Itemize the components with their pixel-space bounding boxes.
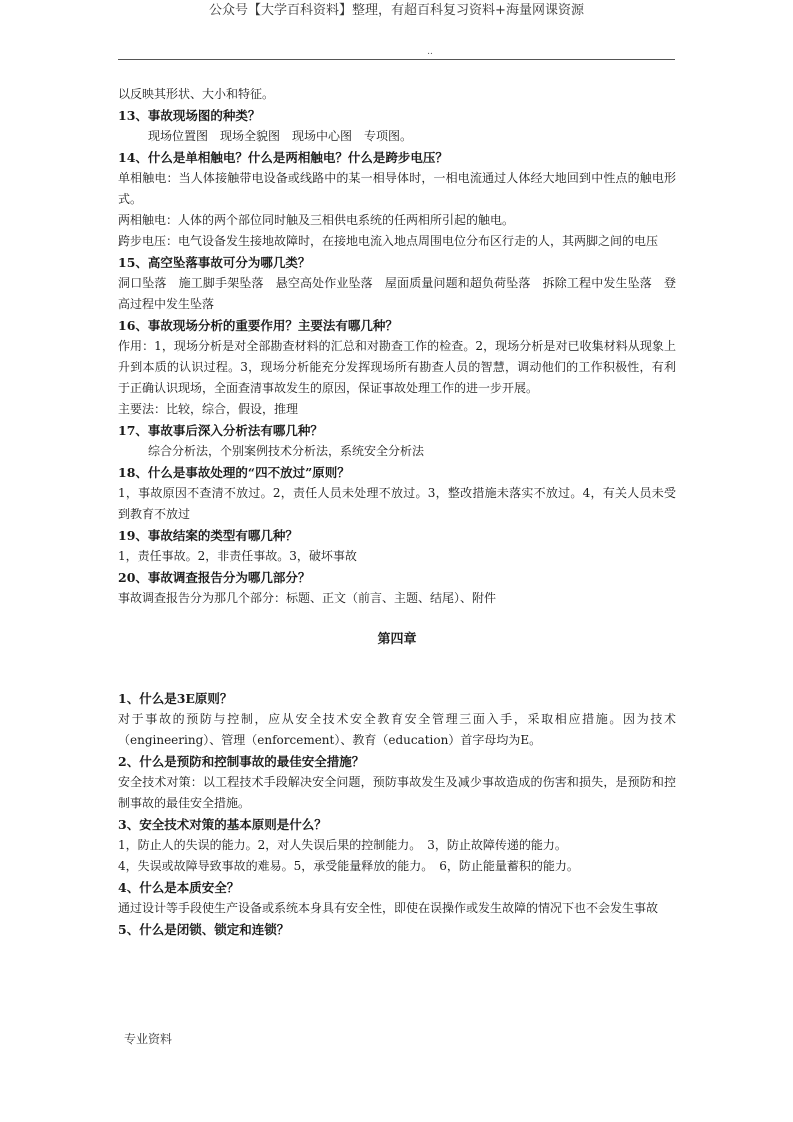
question-heading: 20、事故调查报告分为哪几部分？ <box>118 570 311 585</box>
page-header: 公众号【大学百科资料】整理，有超百科复习资料+海量网课资源 <box>209 3 584 18</box>
paragraph: 对于事故的预防与控制，应从安全技术安全教育安全管理三面入手，采取相应措施。因为技术（engineering）、管理（enforcement）、教育（education）首字母均为E。 <box>118 712 676 747</box>
question-heading: 5、什么是闭锁、锁定和连锁？ <box>118 922 290 937</box>
paragraph: 两相触电：人体的两个部位同时触及三相供电系统的任两相所引起的触电。 <box>118 213 515 227</box>
paragraph: 安全技术对策：以工程技术手段解决安全问题，预防事故发生及减少事故造成的伤害和损失，是预防和控制事故的最佳安全措施。 <box>118 775 676 810</box>
paragraph: 作用：1，现场分析是对全部勘查材料的汇总和对勘查工作的检查。2，现场分析是对已收集材料从现象上升到本质的认识过程。3，现场分析能充分发挥现场所有勘查人员的智慧，调动他们的工作积极性，有利于正确认识现场，全面查清事故发生的原因，保证事故处理工作的进一步开展。 <box>118 339 676 395</box>
question-heading: 2、什么是预防和控制事故的最佳安全措施？ <box>118 754 365 769</box>
question-heading: 1、什么是3E原则？ <box>118 691 233 706</box>
paragraph: 跨步电压：电气设备发生接地故障时，在接地电流入地点周围电位分布区行走的人，其两脚之间的电压 <box>118 234 659 248</box>
page-footer: 专业资料 <box>124 1032 173 1046</box>
question-heading: 16、事故现场分析的重要作用？主要法有哪几种？ <box>118 318 398 333</box>
paragraph: 1，防止人的失误的能力。2，对人失误后果的控制能力。 3，防止故障传递的能力。 <box>118 838 567 852</box>
paragraph: 综合分析法，个别案例技术分析法，系统安全分析法 <box>148 444 425 458</box>
question-heading: 4、什么是本质安全？ <box>118 880 240 895</box>
paragraph: 以反映其形状、大小和特征。 <box>118 87 275 101</box>
document-body <box>118 84 676 940</box>
paragraph: 事故调查报告分为那几个部分：标题、正文（前言、主题、结尾）、附件 <box>118 591 497 605</box>
paragraph: 4，失误或故障导致事故的难易。5，承受能量释放的能力。 6，防止能量蓄积的能力。 <box>118 859 579 873</box>
paragraph: 主要法：比较，综合，假设，推理 <box>118 402 299 416</box>
paragraph: 洞口坠落 施工脚手架坠落 悬空高处作业坠落 屋面质量问题和超负荷坠落 拆除工程中发生坠落 登高过程中发生坠落 <box>118 276 676 311</box>
question-heading: 18、什么是事故处理的“四不放过”原则？ <box>118 465 350 480</box>
header-dots: .. <box>427 47 433 57</box>
question-heading: 13、事故现场图的种类？ <box>118 108 261 123</box>
chapter-title: 第四章 <box>377 632 417 647</box>
question-heading: 17、事故事后深入分析法有哪几种？ <box>118 423 323 438</box>
question-heading: 19、事故结案的类型有哪几种？ <box>118 528 298 543</box>
paragraph: 1，事故原因不查清不放过。2，责任人员未处理不放过。3，整改措施未落实不放过。4，有关人员未受到教育不放过 <box>118 486 676 521</box>
paragraph: 通过设计等手段使生产设备或系统本身具有安全性，即使在误操作或发生故障的情况下也不会发生事故 <box>118 901 659 915</box>
paragraph: 单相触电：当人体接触带电设备或线路中的某一相导体时，一相电流通过人体经大地回到中性点的触电形式。 <box>118 171 676 206</box>
question-heading: 3、安全技术对策的基本原则是什么？ <box>118 817 327 832</box>
paragraph: 1，责任事故。2，非责任事故。3，破坏事故 <box>118 549 357 563</box>
question-heading: 14、什么是单相触电？什么是两相触电？什么是跨步电压？ <box>118 150 448 165</box>
header-rule <box>118 59 675 60</box>
paragraph: 现场位置图 现场全貌图 现场中心图 专项图。 <box>148 129 413 143</box>
question-heading: 15、高空坠落事故可分为哪几类？ <box>118 255 311 270</box>
